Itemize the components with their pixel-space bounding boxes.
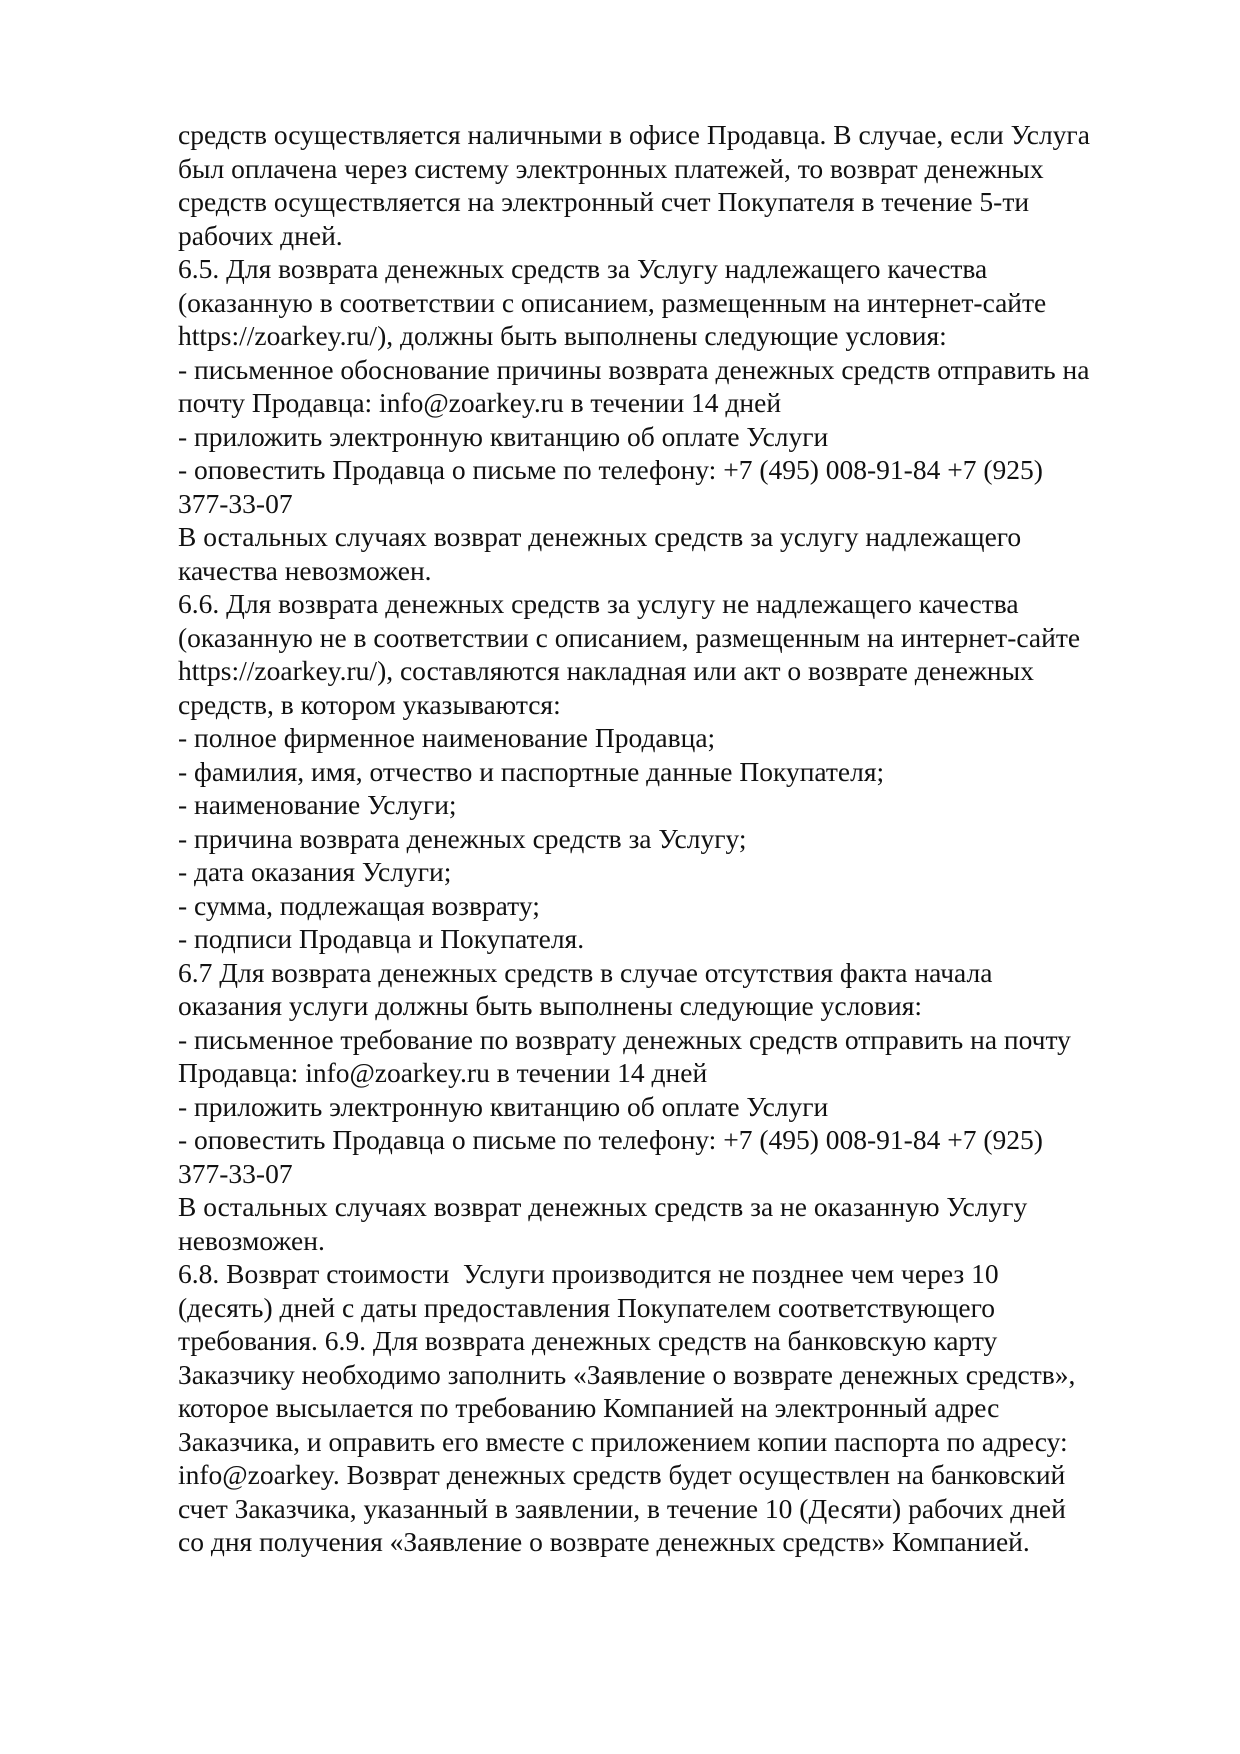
text-line: 377-33-07 — [178, 1157, 293, 1189]
list-item-line: - приложить электронную квитанцию об оплате Услуги — [178, 420, 829, 452]
list-item-line: - оповестить Продавца о письме по телефону: +7 (495) 008-91-84 +7 (925) — [178, 1124, 1043, 1155]
text-line: почту Продавца: info@zoarkey.ru в течении 14 дней — [178, 387, 782, 418]
text-line: (оказанную не в соответствии с описанием, размещенным на интернет-сайте — [178, 621, 1081, 653]
section-6-8-heading-line: 6.8. Возврат стоимости Услуги производится не позднее чем через 10 — [178, 1258, 999, 1289]
text-line: (оказанную в соответствии с описанием, размещенным на интернет-сайте — [178, 286, 1047, 318]
text-line: Продавца: info@zoarkey.ru в течении 14 дней — [178, 1057, 708, 1088]
section-6-5-heading-line: 6.5. Для возврата денежных средств за Услугу надлежащего качества — [178, 253, 988, 284]
text-line: info@zoarkey. Возврат денежных средств будет осуществлен на банковский — [178, 1459, 1066, 1490]
list-item-line: - сумма, подлежащая возврату; — [178, 889, 540, 921]
text-line: средств, в котором указываются: — [178, 688, 561, 720]
list-item-line: - дата оказания Услуги; — [178, 856, 452, 887]
list-item-line: - письменное обоснование причины возврата денежных средств отправить на — [178, 353, 1090, 385]
section-6-7-heading-line: 6.7 Для возврата денежных средств в случае отсутствия факта начала — [178, 956, 993, 988]
list-item-line: - оповестить Продавца о письме по телефону: +7 (495) 008-91-84 +7 (925) — [178, 454, 1043, 485]
text-line: https://zoarkey.ru/), составляются накладная или акт о возврате денежных — [178, 655, 1034, 686]
text-line: невозможен. — [178, 1224, 325, 1256]
text-line: В остальных случаях возврат денежных средств за не оказанную Услугу — [178, 1191, 1028, 1222]
text-line: https://zoarkey.ru/), должны быть выполнены следующие условия: — [178, 320, 947, 351]
list-item-line: - письменное требование по возврату денежных средств отправить на почту — [178, 1023, 1071, 1055]
section-6-6-heading-line: 6.6. Для возврата денежных средств за услугу не надлежащего качества — [178, 588, 1019, 619]
text-line: рабочих дней. — [178, 219, 343, 251]
text-line: Заказчику необходимо заполнить «Заявление о возврате денежных средств», — [178, 1358, 1076, 1390]
text-line: которое высылается по требованию Компанией на электронный адрес — [178, 1392, 1000, 1423]
list-item-line: - полное фирменное наименование Продавца; — [178, 722, 716, 753]
text-line: был оплачена через систему электронных платежей, то возврат денежных — [178, 152, 1044, 184]
text-line: требования. 6.9. Для возврата денежных средств на банковскую карту — [178, 1325, 998, 1356]
list-item-line: - приложить электронную квитанцию об оплате Услуги — [178, 1090, 829, 1122]
list-item-line: - причина возврата денежных средств за Услугу; — [178, 822, 747, 854]
text-line: (десять) дней с даты предоставления Покупателем соответствующего — [178, 1291, 995, 1323]
text-line: оказания услуги должны быть выполнены следующие условия: — [178, 990, 923, 1021]
text-line: Заказчика, и оправить его вместе с приложением копии паспорта по адресу: — [178, 1425, 1068, 1457]
text-line: 377-33-07 — [178, 487, 293, 519]
text-line: со дня получения «Заявление о возврате денежных средств» Компанией. — [178, 1526, 1030, 1557]
text-line: счет Заказчика, указанный в заявлении, в течение 10 (Десяти) рабочих дней — [178, 1492, 1066, 1524]
list-item-line: - фамилия, имя, отчество и паспортные данные Покупателя; — [178, 755, 885, 787]
document-body — [178, 118, 1158, 1559]
text-line: В остальных случаях возврат денежных средств за услугу надлежащего — [178, 521, 1022, 552]
text-line: средств осуществляется наличными в офисе Продавца. В случае, если Услуга — [178, 119, 1090, 150]
list-item-line: - наименование Услуги; — [178, 789, 457, 820]
text-line: качества невозможен. — [178, 554, 432, 586]
list-item-line: - подписи Продавца и Покупателя. — [178, 923, 585, 954]
text-line: средств осуществляется на электронный счет Покупателя в течение 5-ти — [178, 186, 1030, 217]
